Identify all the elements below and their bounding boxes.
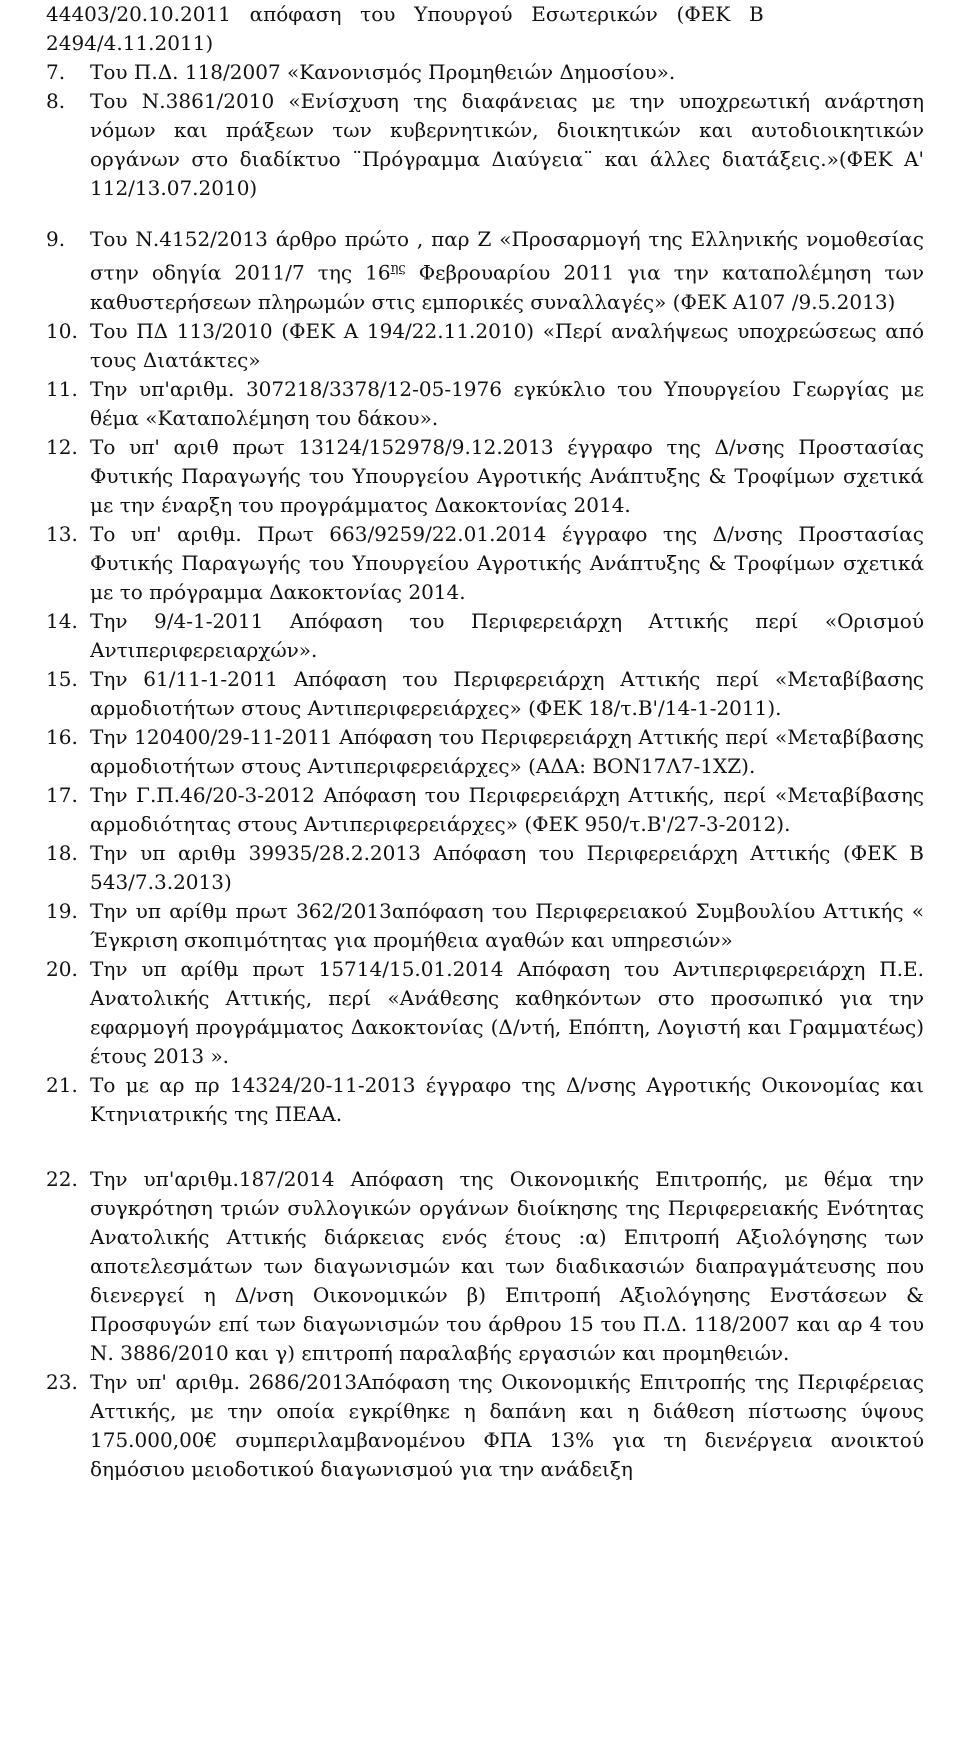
item-text: Του Π.Δ. 118/2007 «Κανονισμός Προμηθειών Δημοσίου». (90, 60, 676, 84)
intro-paragraph (46, 0, 924, 58)
superscript: ης (390, 261, 406, 276)
list-item-22 (46, 1165, 924, 1368)
item-number: 15. (46, 666, 78, 691)
item-text: Την 120400/29-11-2011 Απόφαση του Περιφερειάρχη Αττικής περί «Μεταβίβασης αρμοδιοτήτων στους Αντιπεριφερειάρχες» (ΑΔΑ: ΒΟΝ17Λ7-1ΧΖ). (90, 724, 924, 778)
item-text: Την υπ'αριθμ.187/2014 Απόφαση της Οικονομικής Επιτροπής, με θέμα την συγκρότηση τριών συλλογικών οργάνων διοίκησης της Περιφερειακής Ενότητας Ανατολικής Αττικής διάρκειας ενός έτους :α) Επιτροπή Αξιολόγησης των αποτελεσμάτων των διαγωνισμών και των διαδικασιών διαπραγμάτευσης που διενεργεί η Δ/νση Οικονομικών β) Επιτροπή Αξιολόγησης Ενστάσεων & Προσφυγών επί των διαγωνισμών του άρθρου 15 του Π.Δ. 118/2007 και αρ 4 του Ν. 3886/2010 και γ) επιτροπή παραλαβής εργασιών και προμηθειών. (90, 1166, 924, 1365)
document-page (46, 0, 924, 1484)
list-item-18 (46, 839, 924, 897)
item-number: 21. (46, 1072, 78, 1097)
list-item-11 (46, 375, 924, 433)
item-number: 11. (46, 376, 78, 401)
item-text: Το υπ' αριθμ. Πρωτ 663/9259/22.01.2014 έγγραφο της Δ/νσης Προστασίας Φυτικής Παραγωγής του Υπουργείου Αγροτικής Ανάπτυξης & Τροφίμων σχετικά με το πρόγραμμα Δακοκτονίας 2014. (90, 521, 924, 604)
item-number: 9. (46, 227, 66, 251)
item-text-part-1: Του Ν.4152/2013 άρθρο πρώτο , παρ Ζ «Προσαρμογή της Ελληνικής νομοθεσίας στην οδηγία 2011/7 της 16 (90, 227, 924, 285)
item-number: 17. (46, 782, 78, 807)
list-item-17 (46, 781, 924, 839)
item-number: 20. (46, 956, 78, 981)
item-text: Την υπ' αριθμ. 2686/2013Απόφαση της Οικονομικής Επιτροπής της Περιφέρειας Αττικής, με την οποία εγκρίθηκε η δαπάνη και η διάθεση πίστωσης ύψους 175.000,00€ συμπεριλαμβανομένου ΦΠΑ 13% για τη διενέργεια ανοικτού δημόσιου μειοδοτικού διαγωνισμού για την ανάδειξη (90, 1369, 924, 1481)
item-number: 18. (46, 840, 78, 865)
list-item-16 (46, 723, 924, 781)
item-text: Την υπ'αριθμ. 307218/3378/12-05-1976 εγκύκλιο του Υπουργείου Γεωργίας με θέμα «Καταπολέμηση του δάκου». (90, 376, 924, 430)
item-text: Του ΠΔ 113/2010 (ΦΕΚ Α 194/22.11.2010) «Περί αναλήψεως υποχρεώσεως από τους Διατάκτες» (90, 318, 924, 372)
intro-line-1: 44403/20.10.2011 απόφαση του Υπουργού Εσωτερικών (ΦΕΚ Β (46, 2, 764, 26)
item-number: 12. (46, 434, 78, 459)
list-item-10 (46, 317, 924, 375)
item-number: 19. (46, 898, 78, 923)
item-number: 10. (46, 318, 78, 343)
item-text: Την 61/11-1-2011 Απόφαση του Περιφερειάρχη Αττικής περί «Μεταβίβασης αρμοδιοτήτων στους Αντιπεριφερειάρχες» (ΦΕΚ 18/τ.Β'/14-1-2011). (90, 666, 924, 720)
list-item-7 (46, 58, 924, 87)
list-item-21 (46, 1071, 924, 1129)
list-item-8 (46, 87, 924, 203)
list-item-20 (46, 955, 924, 1071)
list-item-14 (46, 607, 924, 665)
item-text: Την Γ.Π.46/20-3-2012 Απόφαση του Περιφερειάρχη Αττικής, περί «Μεταβίβασης αρμοδιότητας στους Αντιπεριφερειάρχες» (ΦΕΚ 950/τ.Β'/27-3-2012). (90, 782, 924, 836)
item-text: Την 9/4-1-2011 Απόφαση του Περιφερειάρχη Αττικής περί «Ορισμού Αντιπεριφερειαρχών». (90, 608, 924, 662)
item-text: Την υπ αριθμ 39935/28.2.2013 Απόφαση του Περιφερειάρχη Αττικής (ΦΕΚ Β 543/7.3.2013) (90, 840, 924, 894)
item-text-part-2: Φεβρουαρίου 2011 για την καταπολέμηση των καθυστερήσεων πληρωμών στις εμπορικές συναλλαγές» (ΦΕΚ Α107 /9.5.2013) (90, 260, 924, 314)
spacer (46, 1129, 924, 1165)
item-text: Του Ν.3861/2010 «Ενίσχυση της διαφάνειας με την υποχρεωτική ανάρτηση νόμων και πράξεων των κυβερνητικών, διοικητικών και αυτοδιοικητικών οργάνων στο διαδίκτυο ¨Πρόγραμμα Διαύγεια¨ και άλλες διατάξεις.»(ΦΕΚ Α' 112/13.07.2010) (90, 89, 924, 200)
item-number: 8. (46, 89, 66, 113)
item-text: Το με αρ πρ 14324/20-11-2013 έγγραφο της Δ/νσης Αγροτικής Οικονομίας και Κτηνιατρικής της ΠΕΑΑ. (90, 1072, 924, 1126)
intro-line-2: 2494/4.11.2011) (46, 31, 214, 55)
item-number: 14. (46, 608, 78, 633)
spacer (46, 203, 924, 225)
item-number: 23. (46, 1369, 78, 1394)
list-item-15 (46, 665, 924, 723)
list-item-19 (46, 897, 924, 955)
item-text: Το υπ' αριθ πρωτ 13124/152978/9.12.2013 έγγραφο της Δ/νσης Προστασίας Φυτικής Παραγωγής του Υπουργείου Αγροτικής Ανάπτυξης & Τροφίμων σχετικά με την έναρξη του προγράμματος Δακοκτονίας 2014. (90, 434, 924, 517)
item-text (90, 225, 924, 317)
list-item-9 (46, 225, 924, 317)
item-number: 16. (46, 724, 78, 749)
list-item-23 (46, 1368, 924, 1484)
item-number: 22. (46, 1166, 78, 1191)
item-number: 7. (46, 60, 66, 84)
item-number: 13. (46, 521, 78, 546)
item-text: Την υπ αρίθμ πρωτ 15714/15.01.2014 Απόφαση του Αντιπεριφερειάρχη Π.Ε. Ανατολικής Αττικής, περί «Ανάθεσης καθηκόντων στο προσωπικό για την εφαρμογή προγράμματος Δακοκτονίας (Δ/ντή, Επόπτη, Λογιστή και Γραμματέως) έτους 2013 ». (90, 956, 924, 1068)
list-item-13 (46, 520, 924, 607)
list-item-12 (46, 433, 924, 520)
item-text: Την υπ αρίθμ πρωτ 362/2013απόφαση του Περιφερειακού Συμβουλίου Αττικής « Έγκριση σκοπιμότητας για προμήθεια αγαθών και υπηρεσιών» (90, 898, 924, 952)
